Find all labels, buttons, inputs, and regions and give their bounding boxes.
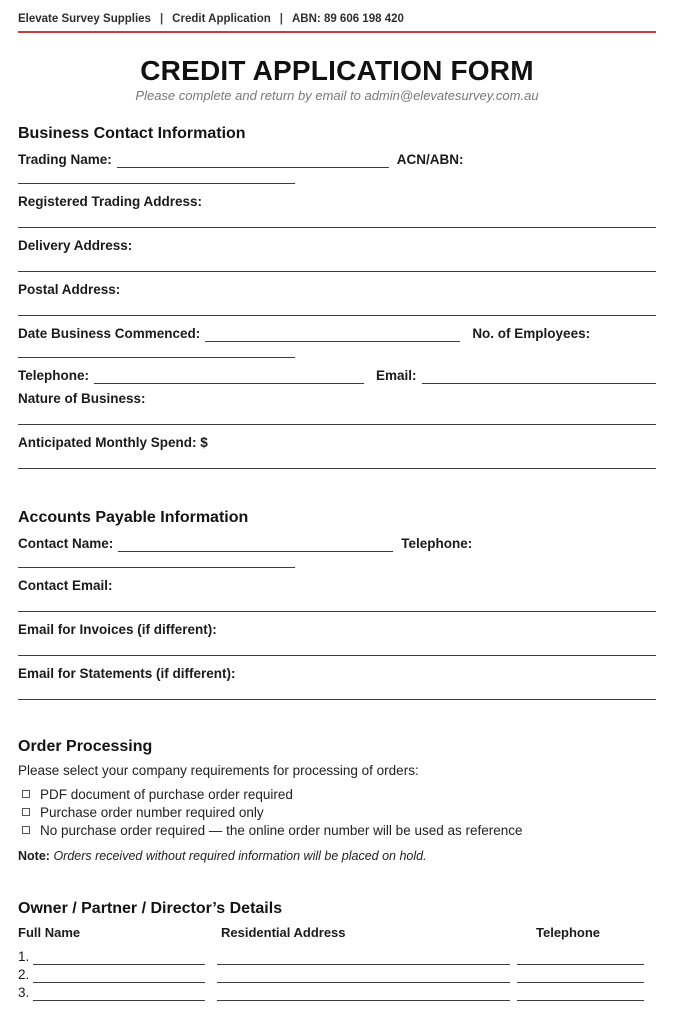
owner-row — [18, 947, 656, 965]
date-commenced-row — [18, 325, 656, 342]
telephone-email-row — [18, 367, 656, 384]
date-commenced-label: Date Business Commenced: — [18, 326, 201, 341]
registered-address-label: Registered Trading Address: — [18, 194, 203, 209]
owner-address-line — [217, 987, 510, 1001]
postal-address-line — [18, 315, 656, 316]
telephone-label: Telephone: — [18, 368, 90, 383]
email-label: Email: — [376, 368, 417, 383]
ap-invoices-email-label: Email for Invoices (if different): — [18, 622, 217, 637]
header-separator: | — [159, 13, 164, 25]
header-company: Elevate Survey Supplies — [18, 13, 151, 25]
employees-label: No. of Employees: — [472, 326, 591, 341]
owner-telephone-line — [517, 969, 644, 983]
owner-name-line — [33, 951, 205, 965]
order-option-row — [18, 785, 656, 803]
owners-column-headers — [18, 925, 656, 941]
header-abn: ABN: 89 606 198 420 — [292, 13, 404, 25]
ap-statements-email-line — [18, 699, 656, 700]
owner-address-line — [217, 969, 510, 983]
owners-rows — [18, 947, 656, 1001]
owner-row-number: 1. — [18, 949, 30, 964]
ap-statements-email-label: Email for Statements (if different): — [18, 666, 236, 681]
checkbox-icon — [22, 808, 30, 816]
form-subtitle: Please complete and return by email to admin@elevatesurvey.com.au — [135, 88, 539, 103]
registered-address-line — [18, 227, 656, 228]
employees-line — [18, 357, 295, 358]
checkbox-icon — [22, 826, 30, 834]
header-doc-type: Credit Application — [172, 13, 271, 25]
ap-contact-email-line — [18, 611, 656, 612]
order-option-label: No purchase order required — the online order number will be used as reference — [40, 822, 523, 838]
order-option-label: Purchase order number required only — [40, 804, 264, 820]
ap-telephone-label: Telephone: — [401, 536, 473, 551]
trading-name-row — [18, 151, 656, 168]
owner-address-line — [217, 951, 510, 965]
order-option-row — [18, 803, 656, 821]
delivery-address-label: Delivery Address: — [18, 238, 133, 253]
note-text: Orders received without required information will be placed on hold. — [53, 849, 427, 863]
owners-col-telephone: Telephone — [536, 925, 601, 940]
owner-name-line — [33, 969, 205, 983]
section-heading-owners: Owner / Partner / Director’s Details — [18, 900, 283, 917]
ap-contact-name-row — [18, 535, 656, 552]
acn-abn-line — [18, 183, 295, 184]
order-option-label: PDF document of purchase order required — [40, 786, 293, 802]
owner-telephone-line — [517, 987, 644, 1001]
acn-abn-label: ACN/ABN: — [396, 152, 464, 167]
ap-telephone-line — [18, 567, 295, 568]
owners-col-residential-address: Residential Address — [221, 925, 346, 940]
order-options-list — [18, 785, 656, 839]
form-title: CREDIT APPLICATION FORM — [140, 55, 534, 86]
delivery-address-line — [18, 271, 656, 272]
owner-row — [18, 965, 656, 983]
monthly-spend-label: Anticipated Monthly Spend: $ — [18, 435, 208, 450]
trading-name-label: Trading Name: — [18, 152, 112, 167]
owner-row — [18, 983, 656, 1001]
owner-telephone-line — [517, 951, 644, 965]
monthly-spend-line — [18, 468, 656, 469]
trading-name-line — [117, 153, 389, 168]
owners-col-full-name: Full Name — [18, 925, 81, 940]
date-commenced-line — [205, 327, 460, 342]
nature-of-business-label: Nature of Business: — [18, 391, 146, 406]
section-heading-business: Business Contact Information — [18, 125, 246, 142]
ap-contact-name-label: Contact Name: — [18, 536, 114, 551]
header-separator: | — [279, 13, 283, 25]
order-processing-intro: Please select your company requirements for processing of orders: — [18, 763, 419, 778]
telephone-line — [94, 369, 364, 384]
ap-invoices-email-line — [18, 655, 656, 656]
owner-name-line — [33, 987, 205, 1001]
document-header — [18, 12, 656, 33]
ap-contact-name-line — [118, 537, 393, 552]
email-line — [422, 369, 656, 384]
section-heading-order-processing: Order Processing — [18, 738, 153, 755]
note-label: Note: — [18, 849, 50, 863]
order-option-row — [18, 821, 656, 839]
ap-contact-email-label: Contact Email: — [18, 578, 113, 593]
section-heading-accounts: Accounts Payable Information — [18, 509, 249, 526]
checkbox-icon — [22, 790, 30, 798]
postal-address-label: Postal Address: — [18, 282, 121, 297]
owner-row-number: 2. — [18, 967, 30, 982]
order-processing-note — [18, 849, 656, 864]
owner-row-number: 3. — [18, 985, 30, 1000]
nature-of-business-line — [18, 424, 656, 425]
